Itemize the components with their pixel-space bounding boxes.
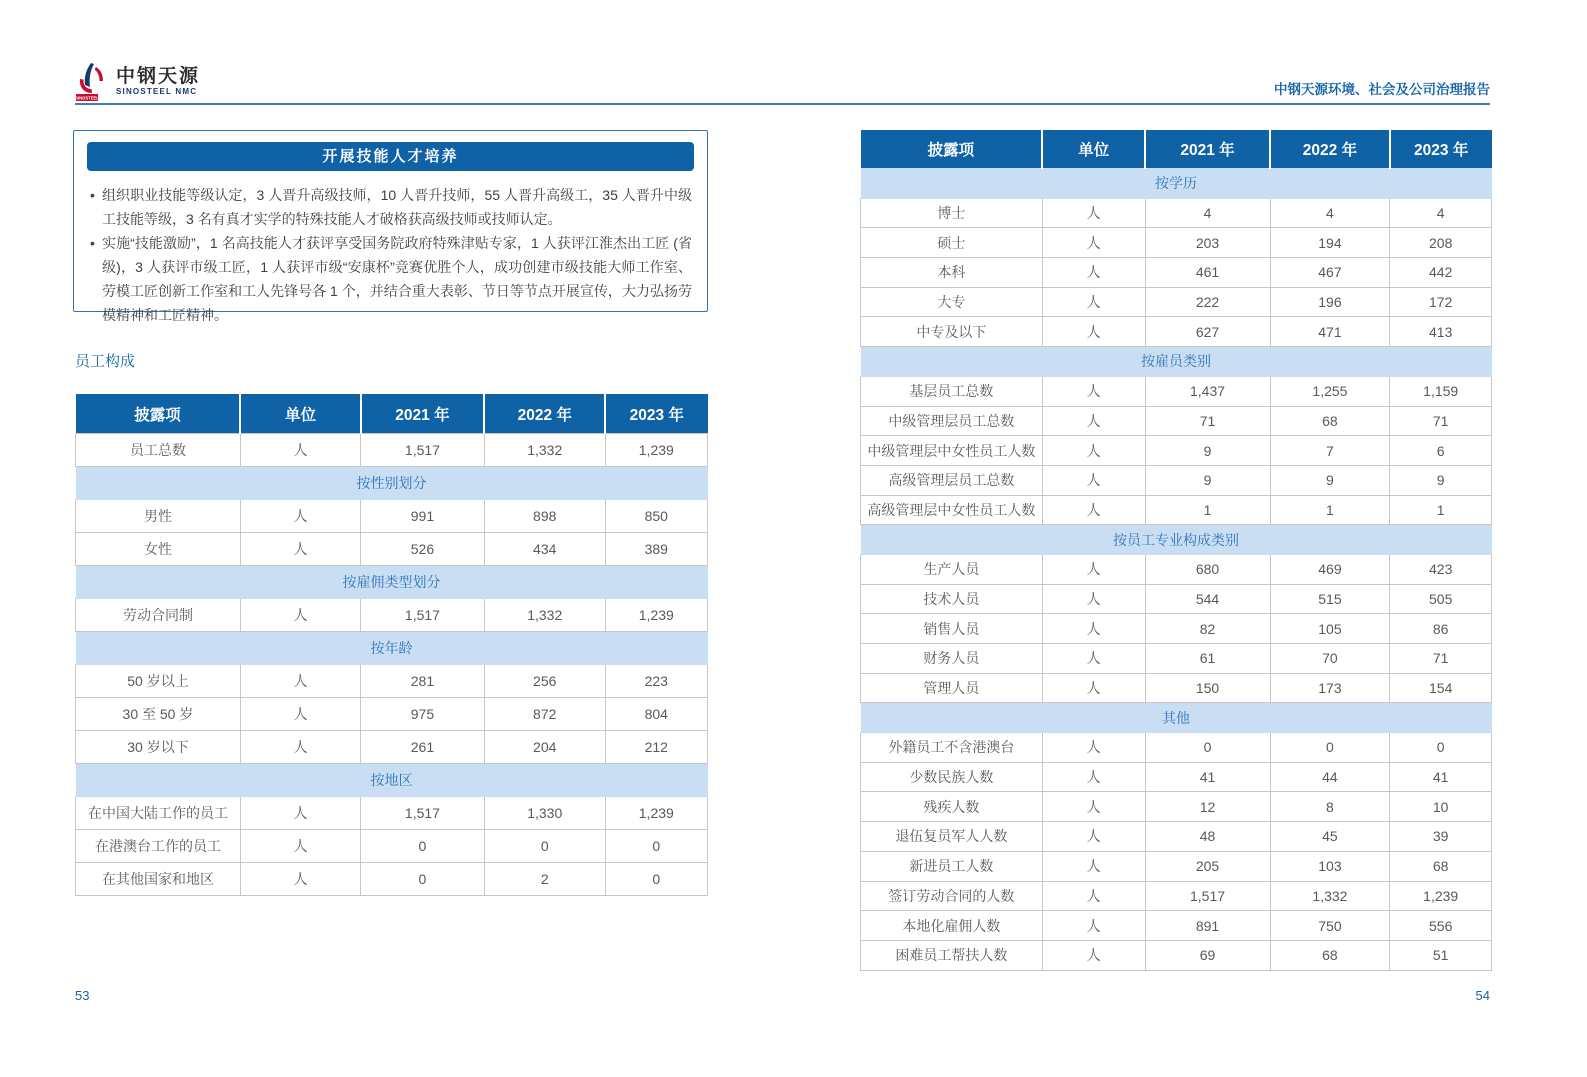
table-row [861,911,1492,941]
column-header: 2023 年 [1390,130,1492,169]
value-cell: 423 [1390,554,1492,584]
value-cell: 8 [1270,792,1390,822]
unit-cell: 人 [1042,614,1145,644]
value-cell: 0 [361,863,485,896]
disclosure-item-cell: 中级管理层员工总数 [861,406,1043,436]
unit-cell: 人 [1042,851,1145,881]
value-cell: 69 [1145,940,1270,970]
column-header: 2022 年 [484,394,605,434]
value-cell: 86 [1390,614,1492,644]
value-cell: 222 [1145,287,1270,317]
table-row [861,436,1492,466]
disclosure-item-cell: 硕士 [861,228,1043,258]
header-rule [75,103,1490,105]
disclosure-item-cell: 本地化雇佣人数 [861,911,1043,941]
value-cell: 0 [605,830,707,863]
value-cell: 71 [1390,406,1492,436]
page-number-left: 53 [75,988,90,1003]
disclosure-item-cell: 女性 [76,533,241,566]
page-number-right: 54 [1475,988,1490,1003]
unit-cell: 人 [1042,495,1145,525]
disclosure-item-cell: 30 至 50 岁 [76,698,241,731]
value-cell: 223 [605,665,707,698]
disclosure-item-cell: 30 岁以下 [76,731,241,764]
value-cell: 41 [1390,762,1492,792]
value-cell: 850 [605,500,707,533]
disclosure-item-cell: 残疾人数 [861,792,1043,822]
employee-composition-table-right [860,130,1492,971]
disclosure-item-cell: 基层员工总数 [861,376,1043,406]
section-band-row [861,169,1492,199]
table-row [861,584,1492,614]
value-cell: 1,517 [361,434,485,467]
table-row [861,614,1492,644]
disclosure-item-cell: 员工总数 [76,434,241,467]
value-cell: 9 [1145,436,1270,466]
section-band-label: 按员工专业构成类别 [861,525,1492,555]
section-band-row [861,347,1492,377]
disclosure-item-cell: 在其他国家和地区 [76,863,241,896]
table-row [861,673,1492,703]
value-cell: 750 [1270,911,1390,941]
value-cell: 9 [1390,465,1492,495]
value-cell: 173 [1270,673,1390,703]
table-row [861,258,1492,288]
callout-title: 开展技能人才培养 [87,142,694,171]
value-cell: 975 [361,698,485,731]
column-header: 单位 [1042,130,1145,169]
logo-company-name-en: SINOSTEEL NMC [116,87,198,96]
value-cell: 413 [1390,317,1492,347]
disclosure-item-cell: 财务人员 [861,644,1043,674]
disclosure-item-cell: 高级管理层员工总数 [861,465,1043,495]
value-cell: 442 [1390,258,1492,288]
value-cell: 68 [1270,940,1390,970]
table-header-row [76,394,708,434]
value-cell: 505 [1390,584,1492,614]
disclosure-item-cell: 大专 [861,287,1043,317]
table-row [76,797,708,830]
column-header: 单位 [240,394,360,434]
section-band-row [76,764,708,797]
report-header-title: 中钢天源环境、社会及公司治理报告 [1274,82,1490,97]
value-cell: 212 [605,731,707,764]
logo-mark-label: SINOSTEEL [75,95,99,101]
unit-cell: 人 [240,830,360,863]
value-cell: 6 [1390,436,1492,466]
value-cell: 0 [1145,733,1270,763]
value-cell: 105 [1270,614,1390,644]
value-cell: 2 [484,863,605,896]
value-cell: 0 [1270,733,1390,763]
value-cell: 208 [1390,228,1492,258]
disclosure-item-cell: 博士 [861,198,1043,228]
unit-cell: 人 [240,500,360,533]
disclosure-item-cell: 劳动合同制 [76,599,241,632]
disclosure-item-cell: 高级管理层中女性员工人数 [861,495,1043,525]
column-header: 2022 年 [1270,130,1390,169]
section-band-row [861,525,1492,555]
value-cell: 9 [1270,465,1390,495]
value-cell: 9 [1145,465,1270,495]
section-band-row [76,632,708,665]
table-row [861,495,1492,525]
unit-cell: 人 [1042,436,1145,466]
section-band-label: 按雇员类别 [861,347,1492,377]
unit-cell: 人 [240,533,360,566]
value-cell: 1,159 [1390,376,1492,406]
logo-company-name: 中钢天源 [116,66,201,87]
callout-bullet-list [89,183,692,327]
value-cell: 41 [1145,762,1270,792]
value-cell: 1 [1145,495,1270,525]
value-cell: 1,332 [484,599,605,632]
disclosure-item-cell: 少数民族人数 [861,762,1043,792]
value-cell: 680 [1145,554,1270,584]
disclosure-item-cell: 销售人员 [861,614,1043,644]
unit-cell: 人 [1042,911,1145,941]
value-cell: 872 [484,698,605,731]
disclosure-item-cell: 管理人员 [861,673,1043,703]
table-row [861,851,1492,881]
disclosure-item-cell: 在中国大陆工作的员工 [76,797,241,830]
value-cell: 12 [1145,792,1270,822]
column-header: 2021 年 [361,394,485,434]
table-row [76,500,708,533]
table-row [76,830,708,863]
table-row [76,731,708,764]
unit-cell: 人 [1042,584,1145,614]
unit-cell: 人 [1042,228,1145,258]
value-cell: 1 [1270,495,1390,525]
table-row [76,863,708,896]
table-row [76,665,708,698]
value-cell: 1,517 [1145,881,1270,911]
value-cell: 1,517 [361,599,485,632]
value-cell: 627 [1145,317,1270,347]
unit-cell: 人 [1042,465,1145,495]
value-cell: 0 [361,830,485,863]
value-cell: 467 [1270,258,1390,288]
logo-text [116,67,200,97]
value-cell: 205 [1145,851,1270,881]
unit-cell: 人 [240,731,360,764]
value-cell: 471 [1270,317,1390,347]
value-cell: 1,239 [605,797,707,830]
disclosure-item-cell: 中专及以下 [861,317,1043,347]
company-logo [75,62,200,102]
value-cell: 261 [361,731,485,764]
table-row [861,287,1492,317]
disclosure-item-cell: 男性 [76,500,241,533]
unit-cell: 人 [1042,940,1145,970]
table-row [76,434,708,467]
column-header: 2021 年 [1145,130,1270,169]
table-row [861,406,1492,436]
value-cell: 68 [1270,406,1390,436]
value-cell: 204 [484,731,605,764]
value-cell: 82 [1145,614,1270,644]
value-cell: 172 [1390,287,1492,317]
value-cell: 1,437 [1145,376,1270,406]
value-cell: 44 [1270,762,1390,792]
table-row [861,792,1492,822]
unit-cell: 人 [1042,554,1145,584]
disclosure-item-cell: 中级管理层中女性员工人数 [861,436,1043,466]
table-row [76,599,708,632]
disclosure-item-cell: 签订劳动合同的人数 [861,881,1043,911]
value-cell: 0 [605,863,707,896]
unit-cell: 人 [1042,258,1145,288]
value-cell: 281 [361,665,485,698]
value-cell: 39 [1390,822,1492,852]
section-band-label: 按雇佣类型划分 [76,566,708,599]
unit-cell: 人 [1042,673,1145,703]
table-row [861,198,1492,228]
value-cell: 1,330 [484,797,605,830]
column-header: 2023 年 [605,394,707,434]
callout-bullet: • 组织职业技能等级认定，3 人晋升高级技师，10 人晋升技师，55 人晋升高级工，35 人晋升中级工技能等级，3 名有真才实学的特殊技能人才破格获高级技师或技师认定。 [89,183,692,231]
table-header-row [861,130,1492,169]
value-cell: 0 [1390,733,1492,763]
column-header: 披露项 [76,394,241,434]
value-cell: 434 [484,533,605,566]
column-header: 披露项 [861,130,1043,169]
value-cell: 526 [361,533,485,566]
table-row [76,533,708,566]
unit-cell: 人 [1042,822,1145,852]
sinosteel-logo-icon [75,62,109,102]
value-cell: 4 [1390,198,1492,228]
section-band-label: 按学历 [861,169,1492,199]
table-row [76,698,708,731]
unit-cell: 人 [1042,644,1145,674]
disclosure-item-cell: 退伍复员军人人数 [861,822,1043,852]
value-cell: 51 [1390,940,1492,970]
value-cell: 7 [1270,436,1390,466]
unit-cell: 人 [1042,406,1145,436]
section-band-label: 按地区 [76,764,708,797]
value-cell: 991 [361,500,485,533]
unit-cell: 人 [1042,881,1145,911]
value-cell: 45 [1270,822,1390,852]
value-cell: 469 [1270,554,1390,584]
value-cell: 389 [605,533,707,566]
value-cell: 461 [1145,258,1270,288]
section-title-employee-composition: 员工构成 [75,353,136,370]
unit-cell: 人 [1042,317,1145,347]
disclosure-item-cell: 本科 [861,258,1043,288]
unit-cell: 人 [1042,733,1145,763]
table-row [861,317,1492,347]
section-band-label: 按性别划分 [76,467,708,500]
value-cell: 1,332 [1270,881,1390,911]
value-cell: 103 [1270,851,1390,881]
table-row [861,644,1492,674]
value-cell: 1,332 [484,434,605,467]
table-row [861,762,1492,792]
unit-cell: 人 [240,434,360,467]
value-cell: 194 [1270,228,1390,258]
value-cell: 61 [1145,644,1270,674]
value-cell: 1,239 [605,599,707,632]
value-cell: 196 [1270,287,1390,317]
disclosure-item-cell: 生产人员 [861,554,1043,584]
section-band-row [76,467,708,500]
unit-cell: 人 [1042,376,1145,406]
value-cell: 150 [1145,673,1270,703]
value-cell: 1,239 [605,434,707,467]
callout-bullet: • 实施“技能激励”，1 名高技能人才获评享受国务院政府特殊津贴专家，1 人获评江淮杰出工匠 (省级)，3 人获评市级工匠，1 人获评市级“安康杯”竞赛优胜个人，成功创建市级技能大师工作室、劳模工匠创新工作室和工人先锋号各 1 个，并结合重大表彰、节日等节点开展宣传，大力弘扬劳模精神和工匠精神。 [89,231,692,327]
value-cell: 898 [484,500,605,533]
unit-cell: 人 [240,698,360,731]
section-band-row [861,703,1492,733]
section-band-label: 其他 [861,703,1492,733]
value-cell: 48 [1145,822,1270,852]
table-row [861,554,1492,584]
employee-composition-table-left [75,394,708,896]
section-band-label: 按年龄 [76,632,708,665]
table-row [861,940,1492,970]
value-cell: 556 [1390,911,1492,941]
skills-training-callout [73,130,708,323]
disclosure-item-cell: 外籍员工不含港澳台 [861,733,1043,763]
unit-cell: 人 [240,797,360,830]
value-cell: 891 [1145,911,1270,941]
disclosure-item-cell: 困难员工帮扶人数 [861,940,1043,970]
table-row [861,822,1492,852]
value-cell: 154 [1390,673,1492,703]
value-cell: 4 [1145,198,1270,228]
table-row [861,228,1492,258]
disclosure-item-cell: 新进员工人数 [861,851,1043,881]
value-cell: 71 [1145,406,1270,436]
disclosure-item-cell: 在港澳台工作的员工 [76,830,241,863]
section-band-row [76,566,708,599]
value-cell: 1,517 [361,797,485,830]
value-cell: 0 [484,830,605,863]
value-cell: 68 [1390,851,1492,881]
value-cell: 10 [1390,792,1492,822]
unit-cell: 人 [1042,762,1145,792]
unit-cell: 人 [240,599,360,632]
value-cell: 804 [605,698,707,731]
value-cell: 4 [1270,198,1390,228]
value-cell: 70 [1270,644,1390,674]
value-cell: 256 [484,665,605,698]
value-cell: 1,255 [1270,376,1390,406]
unit-cell: 人 [1042,287,1145,317]
unit-cell: 人 [240,863,360,896]
value-cell: 1 [1390,495,1492,525]
unit-cell: 人 [240,665,360,698]
value-cell: 515 [1270,584,1390,614]
disclosure-item-cell: 50 岁以上 [76,665,241,698]
unit-cell: 人 [1042,792,1145,822]
value-cell: 203 [1145,228,1270,258]
value-cell: 544 [1145,584,1270,614]
table-row [861,733,1492,763]
table-row [861,465,1492,495]
value-cell: 1,239 [1390,881,1492,911]
value-cell: 71 [1390,644,1492,674]
table-row [861,376,1492,406]
disclosure-item-cell: 技术人员 [861,584,1043,614]
unit-cell: 人 [1042,198,1145,228]
table-row [861,881,1492,911]
